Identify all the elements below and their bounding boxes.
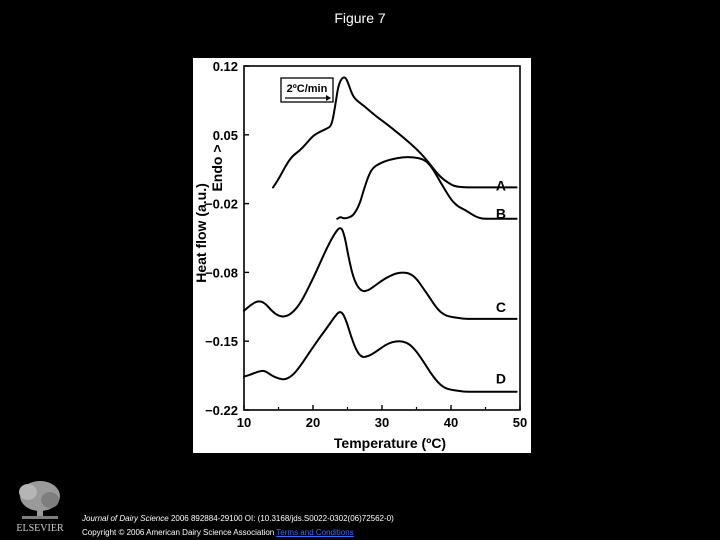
rate-label: 2ºC/min: [286, 83, 328, 95]
terms-and-conditions-link[interactable]: Terms and Conditions: [276, 528, 354, 537]
y-axis-title-secondary: Endo >: [209, 144, 225, 192]
y-tick-label: −0.08: [205, 265, 238, 281]
citation-line: [82, 514, 394, 523]
series-line-d: [244, 312, 517, 392]
curve-label-b: B: [495, 205, 506, 222]
curve-label-d: D: [495, 370, 506, 387]
y-tick-label: −0.22: [205, 403, 238, 418]
y-tick-label: 0.12: [212, 59, 238, 74]
curve-label-a: A: [495, 177, 506, 194]
dsc-chart: [193, 58, 531, 453]
x-tick-label: 30: [374, 415, 390, 430]
series-line-c: [244, 228, 517, 319]
x-axis-title: Temperature (ºC): [333, 435, 447, 451]
copyright-line: [82, 528, 354, 537]
elsevier-wordmark: ELSEVIER: [16, 523, 64, 534]
copyright-text: Copyright © 2006 American Dairy Science Association: [82, 528, 275, 537]
x-tick-label: 20: [305, 415, 321, 430]
x-tick-label: 10: [236, 415, 252, 430]
x-tick-label: 40: [443, 415, 459, 430]
curve-label-c: C: [495, 298, 506, 315]
journal-name: Journal of Dairy Science: [82, 514, 169, 523]
figure-panel: [193, 58, 531, 453]
plot-frame: [244, 66, 520, 410]
elsevier-logo: [6, 478, 74, 536]
slide-title: Figure 7: [334, 10, 386, 26]
y-axis-title: Heat flow (a.u.): [193, 183, 209, 283]
y-tick-label: 0.05: [212, 127, 238, 143]
x-tick-label: 50: [512, 415, 528, 430]
y-tick-label: −0.15: [205, 334, 238, 350]
y-tick-label: −0.02: [205, 196, 238, 212]
citation-details: 2006 892884-29100 OI: (10.3168/jds.S0022-0302(06)72562-0): [168, 514, 394, 523]
